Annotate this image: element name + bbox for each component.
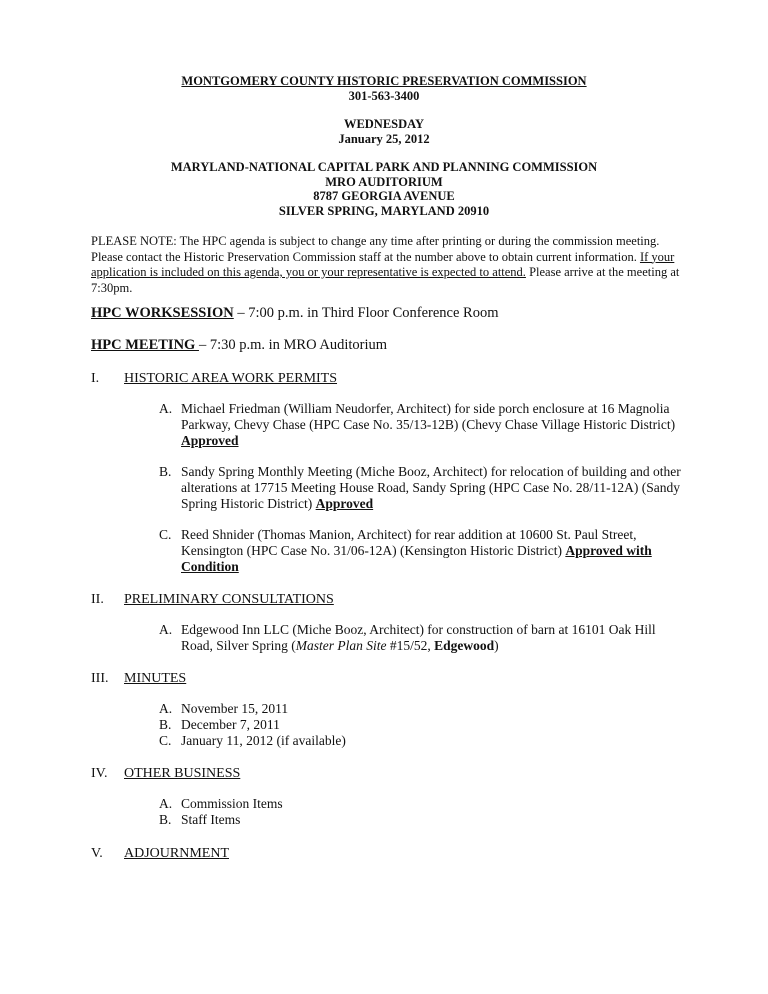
meeting-date-block [0,117,768,146]
item-text: Michael Friedman (William Neudorfer, Architect) for side porch enclosure at 16 Magnolia Parkway, Chevy Chase (HPC Case No. 35/13-12B) (Chevy Chase Village Historic District) [181,401,676,433]
meeting-title: HPC MEETING [91,337,199,353]
item-letter: A. [159,701,173,716]
please-note-paragraph [91,234,691,296]
section-title-adjournment: ADJOURNMENT [124,846,229,861]
item-letter: B. [159,464,172,479]
item-status: Approved [181,433,239,449]
venue-line-3: 8787 GEORGIA AVENUE [313,189,455,203]
item-letter: B. [159,812,172,827]
agenda-item [181,622,681,654]
commission-name: MONTGOMERY COUNTY HISTORIC PRESERVATION COMMISSION [181,74,587,88]
item-text: Reed Shnider (Thomas Manion, Architect) for rear addition at 10600 St. Paul Street, Kensington (HPC Case No. 31/06-12A) (Kensington Historic District) [181,527,637,559]
meeting-day: WEDNESDAY [343,117,425,131]
item-status: Approved [315,496,374,512]
minutes-item: November 15, 2011 [181,701,289,716]
venue-line-1: MARYLAND-NATIONAL CAPITAL PARK AND PLANNING COMMISSION [170,160,598,174]
item-text: ) [494,638,499,654]
agenda-item [181,527,681,576]
item-status: Approved with Condition [181,543,652,575]
section-number: II. [91,592,104,607]
minutes-item: December 7, 2011 [181,717,280,732]
section-number: V. [91,846,103,861]
venue-block [0,160,768,218]
item-letter: C. [159,733,172,748]
business-item: Commission Items [181,796,283,811]
section-title-historic-area-work-permits: HISTORIC AREA WORK PERMITS [124,371,338,386]
venue-line-2: MRO AUDITORIUM [325,174,443,189]
item-text: Edgewood Inn LLC (Miche Booz, Architect) for construction of barn at 16101 Oak Hill Road, Silver Spring ( [181,622,656,654]
meeting-detail: – 7:30 p.m. in MRO Auditorium [198,337,388,353]
meeting-line [91,337,387,354]
minutes-item: January 11, 2012 (if available) [181,733,346,748]
agenda-item [181,401,681,450]
note-attendance: If your application is included on this agenda, you or your representative is expected to attend. [91,249,675,279]
item-text: #15/52, [386,638,435,654]
note-tail: Please arrive at the meeting at 7:30pm. [91,265,680,295]
section-number: III. [91,671,109,686]
item-letter: A. [159,796,173,811]
business-item: Staff Items [181,812,241,827]
item-letter: B. [159,717,172,732]
note-lead: PLEASE NOTE: The HPC agenda is subject to change any time after printing or during the commission meeting. Please contact the Historic Preservation Commission staff at the number above to obtain current information. [91,234,660,264]
phone-number: 301-563-3400 [348,88,420,103]
item-letter: A. [159,401,173,416]
section-number: IV. [91,766,108,781]
meeting-date: January 25, 2012 [338,131,430,146]
section-title-preliminary-consultations: PRELIMINARY CONSULTATIONS [124,592,334,607]
item-letter: A. [159,622,173,637]
worksession-detail: – 7:00 p.m. in Third Floor Conference Room [233,305,499,321]
venue-line-4: SILVER SPRING, MARYLAND 20910 [278,203,490,218]
agenda-header [0,74,768,103]
item-bold-text: Edgewood [434,638,495,654]
worksession-line [91,305,499,322]
section-title-other-business: OTHER BUSINESS [124,766,241,781]
item-italic-text: Master Plan Site [295,638,387,654]
section-number: I. [91,371,100,386]
section-title-minutes: MINUTES [124,671,187,686]
agenda-item [181,464,681,513]
worksession-title: HPC WORKSESSION [91,305,234,321]
item-text: Sandy Spring Monthly Meeting (Miche Booz, Architect) for relocation of building and other alterations at 17715 Meeting House Road, Sandy Spring (HPC Case No. 28/11-12A) (Sandy Spring Historic District) [181,464,681,512]
item-letter: C. [159,527,172,542]
